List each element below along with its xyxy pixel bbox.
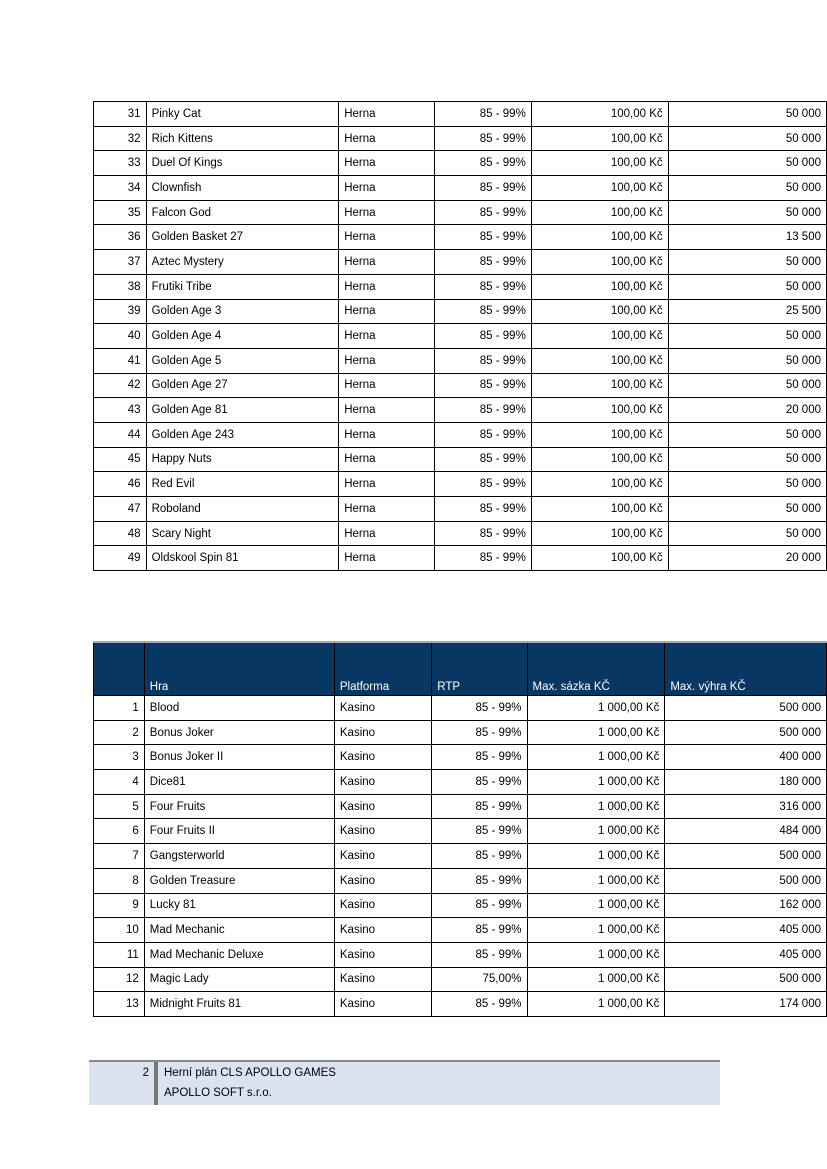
table-row [94, 274, 827, 299]
rtp: 85 - 99% [435, 324, 531, 349]
rtp: 85 - 99% [435, 102, 531, 127]
table-row [94, 225, 827, 250]
rtp: 85 - 99% [432, 942, 527, 967]
rtp: 85 - 99% [435, 422, 531, 447]
max-win: 500 000 [665, 844, 827, 869]
table-row [94, 893, 827, 918]
rtp: 85 - 99% [435, 225, 531, 250]
max-win: 50 000 [668, 472, 826, 497]
row-index: 13 [94, 992, 145, 1017]
table-row [94, 324, 827, 349]
rtp: 85 - 99% [435, 126, 531, 151]
max-bet: 100,00 Kč [531, 324, 668, 349]
footer-divider [154, 1062, 158, 1105]
table-row [94, 546, 827, 571]
max-win: 316 000 [665, 794, 827, 819]
row-index: 33 [94, 151, 147, 176]
max-bet: 1 000,00 Kč [527, 696, 665, 721]
games-table-herna [93, 101, 827, 571]
max-bet: 1 000,00 Kč [527, 992, 665, 1017]
max-bet: 100,00 Kč [531, 299, 668, 324]
max-bet: 100,00 Kč [531, 274, 668, 299]
game-name: Golden Age 3 [146, 299, 339, 324]
rtp: 85 - 99% [435, 250, 531, 275]
table-row [94, 102, 827, 127]
rtp: 85 - 99% [432, 844, 527, 869]
platform: Kasino [334, 819, 431, 844]
game-name: Lucky 81 [144, 893, 334, 918]
max-win: 50 000 [668, 373, 826, 398]
platform: Kasino [334, 696, 431, 721]
rtp: 85 - 99% [435, 447, 531, 472]
game-name: Aztec Mystery [146, 250, 339, 275]
game-name: Dice81 [144, 770, 334, 795]
game-name: Mad Mechanic Deluxe [144, 942, 334, 967]
row-index: 44 [94, 422, 147, 447]
max-bet: 1 000,00 Kč [527, 745, 665, 770]
game-name: Red Evil [146, 472, 339, 497]
max-bet: 1 000,00 Kč [527, 844, 665, 869]
table-row [94, 250, 827, 275]
platform: Herna [339, 348, 435, 373]
page-number: 2 [142, 1067, 149, 1079]
max-bet: 100,00 Kč [531, 422, 668, 447]
table-row [94, 472, 827, 497]
max-bet: 100,00 Kč [531, 497, 668, 522]
max-win: 500 000 [665, 967, 827, 992]
rtp: 85 - 99% [435, 497, 531, 522]
rtp: 85 - 99% [432, 794, 527, 819]
platform: Herna [339, 422, 435, 447]
row-index: 4 [94, 770, 145, 795]
platform: Kasino [334, 918, 431, 943]
max-win: 50 000 [668, 250, 826, 275]
table-row [94, 770, 827, 795]
table-row [94, 918, 827, 943]
row-index: 12 [94, 967, 145, 992]
max-win: 50 000 [668, 422, 826, 447]
row-index: 36 [94, 225, 147, 250]
game-name: Frutiki Tribe [146, 274, 339, 299]
header-max-bet: Max. sázka KČ [527, 642, 665, 696]
table-row [94, 200, 827, 225]
game-name: Midnight Fruits 81 [144, 992, 334, 1017]
row-index: 41 [94, 348, 147, 373]
row-index: 39 [94, 299, 147, 324]
document-title: Herní plán CLS APOLLO GAMES [164, 1067, 336, 1079]
table-row [94, 868, 827, 893]
rtp: 85 - 99% [435, 521, 531, 546]
row-index: 34 [94, 176, 147, 201]
platform: Herna [339, 521, 435, 546]
table-row [94, 176, 827, 201]
max-win: 174 000 [665, 992, 827, 1017]
rtp: 85 - 99% [435, 348, 531, 373]
rtp: 85 - 99% [432, 720, 527, 745]
platform: Herna [339, 126, 435, 151]
table-row [94, 373, 827, 398]
row-index: 5 [94, 794, 145, 819]
game-name: Scary Night [146, 521, 339, 546]
platform: Herna [339, 373, 435, 398]
rtp: 85 - 99% [435, 546, 531, 571]
max-win: 50 000 [668, 324, 826, 349]
row-index: 3 [94, 745, 145, 770]
platform: Herna [339, 151, 435, 176]
rtp: 85 - 99% [435, 373, 531, 398]
row-index: 46 [94, 472, 147, 497]
rtp: 85 - 99% [432, 770, 527, 795]
game-name: Golden Treasure [144, 868, 334, 893]
rtp: 85 - 99% [435, 151, 531, 176]
row-index: 43 [94, 398, 147, 423]
game-name: Golden Age 81 [146, 398, 339, 423]
max-win: 500 000 [665, 868, 827, 893]
row-index: 11 [94, 942, 145, 967]
rtp: 85 - 99% [435, 274, 531, 299]
game-name: Bonus Joker II [144, 745, 334, 770]
platform: Kasino [334, 942, 431, 967]
row-index: 49 [94, 546, 147, 571]
table-row [94, 521, 827, 546]
max-bet: 1 000,00 Kč [527, 942, 665, 967]
row-index: 45 [94, 447, 147, 472]
rtp: 85 - 99% [435, 299, 531, 324]
company-name: APOLLO SOFT s.r.o. [164, 1087, 272, 1099]
table-row [94, 844, 827, 869]
max-bet: 1 000,00 Kč [527, 720, 665, 745]
max-win: 25 500 [668, 299, 826, 324]
platform: Herna [339, 398, 435, 423]
row-index: 10 [94, 918, 145, 943]
game-name: Oldskool Spin 81 [146, 546, 339, 571]
max-win: 50 000 [668, 200, 826, 225]
max-bet: 1 000,00 Kč [527, 794, 665, 819]
table-row [94, 696, 827, 721]
max-win: 500 000 [665, 696, 827, 721]
platform: Herna [339, 225, 435, 250]
header-platform: Platforma [334, 642, 431, 696]
row-index: 40 [94, 324, 147, 349]
max-win: 50 000 [668, 151, 826, 176]
rtp: 85 - 99% [432, 745, 527, 770]
game-name: Roboland [146, 497, 339, 522]
platform: Herna [339, 176, 435, 201]
max-bet: 100,00 Kč [531, 151, 668, 176]
rtp: 85 - 99% [432, 893, 527, 918]
platform: Kasino [334, 794, 431, 819]
max-win: 162 000 [665, 893, 827, 918]
rtp: 85 - 99% [435, 472, 531, 497]
max-win: 500 000 [665, 720, 827, 745]
max-bet: 100,00 Kč [531, 225, 668, 250]
max-bet: 100,00 Kč [531, 546, 668, 571]
row-index: 32 [94, 126, 147, 151]
game-name: Duel Of Kings [146, 151, 339, 176]
platform: Herna [339, 447, 435, 472]
platform: Herna [339, 250, 435, 275]
row-index: 35 [94, 200, 147, 225]
max-bet: 100,00 Kč [531, 447, 668, 472]
row-index: 37 [94, 250, 147, 275]
rtp: 85 - 99% [432, 992, 527, 1017]
rtp: 85 - 99% [435, 200, 531, 225]
platform: Kasino [334, 844, 431, 869]
header-game: Hra [144, 642, 334, 696]
platform: Kasino [334, 770, 431, 795]
max-win: 50 000 [668, 274, 826, 299]
game-name: Blood [144, 696, 334, 721]
platform: Kasino [334, 893, 431, 918]
max-win: 50 000 [668, 447, 826, 472]
platform: Herna [339, 497, 435, 522]
platform: Herna [339, 274, 435, 299]
rtp: 85 - 99% [432, 918, 527, 943]
platform: Herna [339, 102, 435, 127]
row-index: 31 [94, 102, 147, 127]
max-win: 405 000 [665, 942, 827, 967]
header-max-win: Max. výhra KČ [665, 642, 827, 696]
table-row [94, 720, 827, 745]
row-index: 7 [94, 844, 145, 869]
max-bet: 100,00 Kč [531, 126, 668, 151]
max-win: 484 000 [665, 819, 827, 844]
game-name: Happy Nuts [146, 447, 339, 472]
game-name: Bonus Joker [144, 720, 334, 745]
header-rtp: RTP [432, 642, 527, 696]
platform: Kasino [334, 967, 431, 992]
platform: Kasino [334, 720, 431, 745]
max-bet: 100,00 Kč [531, 200, 668, 225]
table-row [94, 398, 827, 423]
max-bet: 1 000,00 Kč [527, 967, 665, 992]
game-name: Golden Basket 27 [146, 225, 339, 250]
game-name: Magic Lady [144, 967, 334, 992]
max-win: 13 500 [668, 225, 826, 250]
max-bet: 1 000,00 Kč [527, 893, 665, 918]
platform: Kasino [334, 868, 431, 893]
max-win: 180 000 [665, 770, 827, 795]
row-index: 47 [94, 497, 147, 522]
game-name: Golden Age 27 [146, 373, 339, 398]
table-row [94, 992, 827, 1017]
game-name: Golden Age 243 [146, 422, 339, 447]
max-bet: 100,00 Kč [531, 398, 668, 423]
table-row [94, 497, 827, 522]
platform: Herna [339, 200, 435, 225]
max-win: 50 000 [668, 102, 826, 127]
max-bet: 100,00 Kč [531, 472, 668, 497]
max-win: 20 000 [668, 398, 826, 423]
platform: Kasino [334, 745, 431, 770]
game-name: Golden Age 4 [146, 324, 339, 349]
max-bet: 100,00 Kč [531, 176, 668, 201]
platform: Kasino [334, 992, 431, 1017]
max-bet: 1 000,00 Kč [527, 770, 665, 795]
game-name: Gangsterworld [144, 844, 334, 869]
row-index: 48 [94, 521, 147, 546]
game-name: Four Fruits [144, 794, 334, 819]
rtp: 85 - 99% [432, 819, 527, 844]
table-row [94, 348, 827, 373]
games-table-kasino [93, 641, 827, 1017]
game-name: Rich Kittens [146, 126, 339, 151]
max-win: 50 000 [668, 176, 826, 201]
game-name: Golden Age 5 [146, 348, 339, 373]
rtp: 85 - 99% [435, 176, 531, 201]
platform: Herna [339, 299, 435, 324]
max-bet: 1 000,00 Kč [527, 918, 665, 943]
max-win: 405 000 [665, 918, 827, 943]
max-bet: 100,00 Kč [531, 348, 668, 373]
game-name: Four Fruits II [144, 819, 334, 844]
row-index: 1 [94, 696, 145, 721]
row-index: 6 [94, 819, 145, 844]
platform: Herna [339, 324, 435, 349]
game-name: Falcon God [146, 200, 339, 225]
page-footer [89, 1060, 720, 1105]
max-bet: 100,00 Kč [531, 102, 668, 127]
row-index: 2 [94, 720, 145, 745]
table-row [94, 819, 827, 844]
max-win: 50 000 [668, 126, 826, 151]
game-name: Clownfish [146, 176, 339, 201]
table-header-row [94, 642, 827, 696]
rtp: 85 - 99% [432, 868, 527, 893]
table-row [94, 151, 827, 176]
max-bet: 100,00 Kč [531, 373, 668, 398]
table-row [94, 299, 827, 324]
row-index: 9 [94, 893, 145, 918]
table-row [94, 942, 827, 967]
table-row [94, 447, 827, 472]
max-win: 20 000 [668, 546, 826, 571]
table-row [94, 422, 827, 447]
platform: Herna [339, 546, 435, 571]
header-index [94, 642, 145, 696]
row-index: 8 [94, 868, 145, 893]
table-row [94, 126, 827, 151]
max-win: 400 000 [665, 745, 827, 770]
platform: Herna [339, 472, 435, 497]
table-row [94, 745, 827, 770]
table-row [94, 794, 827, 819]
game-name: Pinky Cat [146, 102, 339, 127]
table-row [94, 967, 827, 992]
rtp: 85 - 99% [435, 398, 531, 423]
rtp: 85 - 99% [432, 696, 527, 721]
max-win: 50 000 [668, 348, 826, 373]
max-bet: 100,00 Kč [531, 250, 668, 275]
row-index: 38 [94, 274, 147, 299]
row-index: 42 [94, 373, 147, 398]
max-bet: 100,00 Kč [531, 521, 668, 546]
rtp: 75,00% [432, 967, 527, 992]
max-bet: 1 000,00 Kč [527, 819, 665, 844]
max-win: 50 000 [668, 497, 826, 522]
max-win: 50 000 [668, 521, 826, 546]
max-bet: 1 000,00 Kč [527, 868, 665, 893]
game-name: Mad Mechanic [144, 918, 334, 943]
